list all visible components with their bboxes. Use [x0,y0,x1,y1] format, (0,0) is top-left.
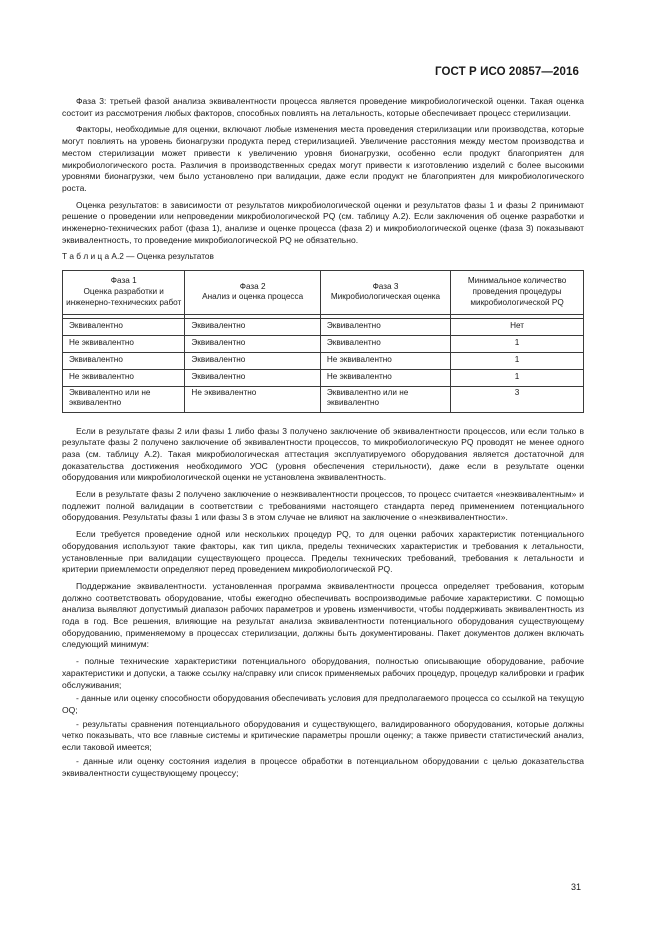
list-item: - данные или оценку состояния изделия в процессе обработки в потенциальном оборудовании с целью доказательства эквивалентности существующему процессу; [62,755,584,778]
cell-phase1: Эквивалентно [63,352,185,369]
cell-min-pq: 3 [451,386,584,412]
table-row [63,369,584,386]
header-min-pq: Минимальное количество проведения процедуры микробиологической PQ [451,271,584,314]
paragraph-maintenance: Поддержание эквивалентности. установленная программа эквивалентности процесса определяет требования, которым должно соответствовать оборудование, чтобы ежегодно обеспечивать воспроизводимые рабочие характеристики. С помощью анализа выявляют допустимый диапазон рабочих параметров и уровень изменчивости, чтобы поддерживать эквивалентность из года в год. Все решения, влияющие на результат анализа эквивалентности потенциального оборудования существующему оборудованию, применяемому в процессах стерилизации, должны быть документированы. Пакет документов должен включать следующий минимум: [62,580,584,650]
cell-phase3: Эквивалентно [320,335,450,352]
cell-phase3: Не эквивалентно [320,369,450,386]
table-row [63,335,584,352]
table-row [63,386,584,412]
table-header-row [63,271,584,314]
page-body [62,96,584,781]
paragraph-factors: Факторы, необходимые для оценки, включают любые изменения места проведения стерилизации или производства, которые могут повлиять на уровень бионагрузки продукта перед стерилизацией. Увеличение расстояния между местом производства и местом стерилизации может привести к увеличению уровня бионагрузки, особенно если продукт благоприятен для микробиологического роста. Различия в производственных средах могут привести к изготовлению изделий с более высокими уровнями бионагрузки, чем было установлено при валидации, даже если продукт не благоприятен для микробиологического роста. [62,124,584,193]
cell-phase1: Эквивалентно или не эквивалентно [63,386,185,412]
cell-phase1: Эквивалентно [63,318,185,335]
cell-min-pq: 1 [451,352,584,369]
cell-phase2: Эквивалентно [185,318,320,335]
cell-phase3: Эквивалентно или не эквивалентно [320,386,450,412]
cell-phase1: Не эквивалентно [63,335,185,352]
cell-phase2: Не эквивалентно [185,386,320,412]
paragraph-phase2-equivalence: Если в результате фазы 2 или фазы 1 либо фазы 3 получено заключение об эквивалентности процессов, или если только в результате фазы 2 получено заключение об эквивалентности процессов, то микробиологическую PQ проводят не менее одного раза (см. таблицу А.2). Такая микробиологическая аттестация эксплуатируемого оборудования является достаточной для доказательства достижения необходимого УОС (уровня обеспечения стерильности), даже если в результате оценки оборудования или микробиологической оценки не установлена эквивалентность. [62,425,584,483]
list-item: - данные или оценку способности оборудования обеспечивать условия для предполагаемого процесса со ссылкой на текущую OQ; [62,693,584,715]
cell-min-pq: Нет [451,318,584,335]
header-phase2: Фаза 2 Анализ и оценка процесса [185,271,320,314]
table-caption: Т а б л и ц а А.2 — Оценка результатов [62,251,214,262]
list-item: - полные технические характеристики потенциального оборудования, полностью описывающие оборудование, рабочие характеристики и допуски, а также ссылку на/справку или список применяемых рабочих процедур, процедур калибровки и график обслуживания; [62,656,584,690]
cell-min-pq: 1 [451,335,584,352]
header-phase3: Фаза 3 Микробиологическая оценка [320,271,450,314]
page-number: 31 [570,882,581,892]
cell-phase2: Эквивалентно [185,369,320,386]
cell-phase2: Эквивалентно [185,335,320,352]
cell-phase3: Эквивалентно [320,318,450,335]
cell-phase1: Не эквивалентно [63,369,185,386]
results-table [62,270,584,412]
header-phase1: Фаза 1 Оценка разработки и инженерно-технических работ [63,271,185,314]
cell-phase3: Не эквивалентно [320,352,450,369]
paragraph-pq-factors: Если требуется проведение одной или нескольких процедур PQ, то для оценки рабочих характеристик потенциального оборудования используют такие факторы, как тип цикла, пределы технических характеристик и требования к летальности, установленные при валидации существующего процесса. Пределы технических требований, требования к летальности и критерии приемлемости определяют перед проведением микробиологической PQ. [62,529,584,575]
paragraph-phase3: Фаза 3: третьей фазой анализа эквивалентности процесса является проведение микробиологической оценки. Такая оценка состоит из рассмотрения любых факторов, способных повлиять на летальность, которые обеспечивает процесс стерилизации. [62,96,584,118]
list-item: - результаты сравнения потенциального оборудования и существующего, валидированного оборудования, которые должны четко показывать, что все главные системы и критические параметры прошли оценку; а также привести статистический анализ, если таковой имеется; [62,718,584,753]
cell-min-pq: 1 [451,369,584,386]
paragraph-nonequivalence: Если в результате фазы 2 получено заключение о неэквивалентности процессов, то процесс считается «неэквивалентным» и подлежит полной валидации в соответствии с требованиями настоящего стандарта перед применением потенциального оборудования. Результаты фазы 1 или фазы 3 в этом случае не влияют на заключение о «неэквивалентности». [62,489,584,523]
cell-phase2: Эквивалентно [185,352,320,369]
table-row [63,352,584,369]
paragraph-evaluation: Оценка результатов: в зависимости от результатов микробиологической оценки и результатов фазы 1 и фазы 2 принимают решение о проведении или непроведении микробиологической PQ (см. таблицу А.2). Если заключения об оценке разработки и инженерно-технических работ (фаза 1), анализе и оценке процесса (фаза 2) и микробиологической оценке (фаза 3) показывают эквивалентность, то проведение микробиологической PQ не обязательно. [62,199,584,245]
table-row [63,318,584,335]
document-header: ГОСТ Р ИСО 20857—2016 [434,66,579,78]
